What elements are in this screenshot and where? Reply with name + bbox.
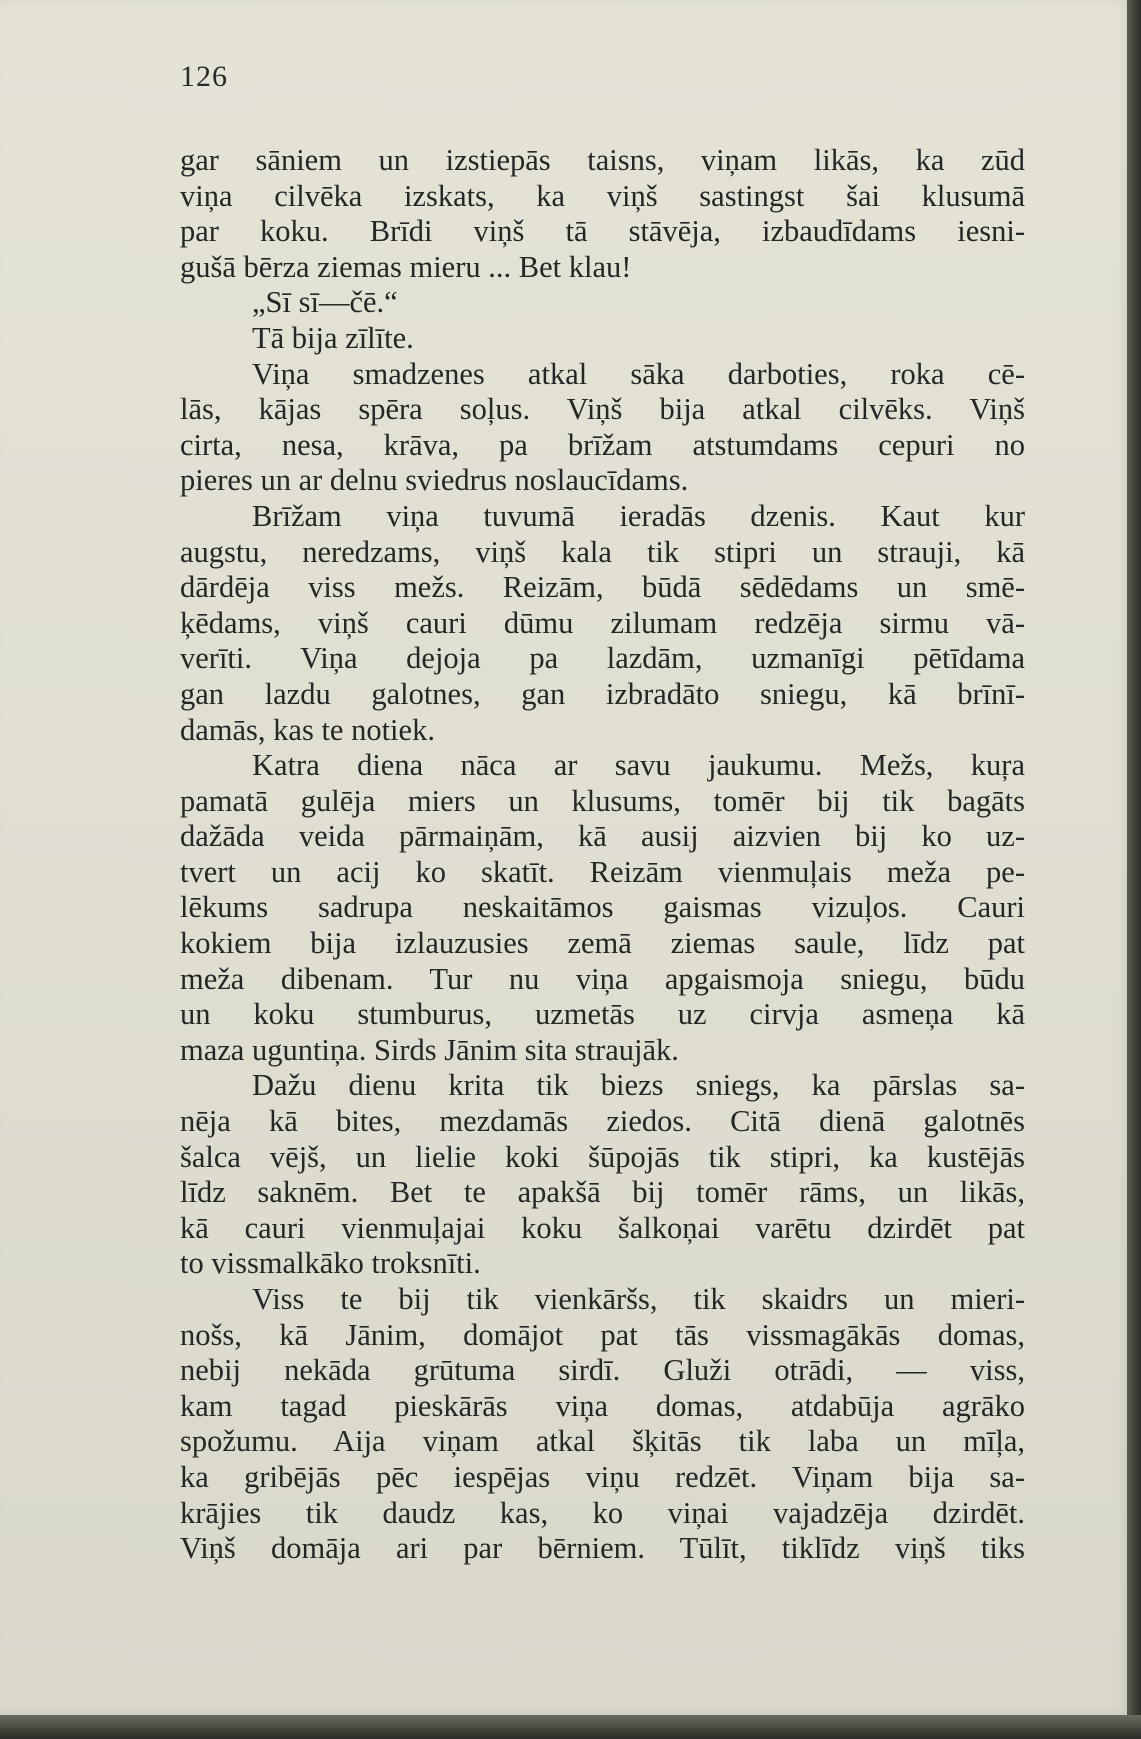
text-line: „Sī sī—čē.“ — [252, 285, 398, 320]
text-line: pamatā gulēja miers un klusums, tomēr bij tik bagāts — [180, 783, 1025, 818]
text-line: verīti. Viņa dejoja pa lazdām, uzmanīgi pētīdama — [180, 641, 1025, 676]
body-text — [180, 143, 1025, 1567]
page-bottom-edge — [0, 1715, 1141, 1739]
text-line: nēja kā bites, mezdamās ziedos. Citā dienā galotnēs — [180, 1104, 1025, 1139]
text-line: pieres un ar delnu sviedrus noslaucīdams. — [180, 463, 689, 498]
text-line: šalca vējš, un lielie koki šūpojās tik stipri, ka kustējās — [180, 1139, 1025, 1174]
text-line: to vissmalkāko troksnīti. — [180, 1246, 481, 1281]
text-line: krājies tik daudz kas, ko viņai vajadzēja dzirdēt. — [180, 1495, 1025, 1530]
text-line: kam tagad pieskārās viņa domas, atdabūja agrāko — [180, 1388, 1025, 1423]
text-line: gan lazdu galotnes, gan izbradāto sniegu, kā brīnī- — [180, 676, 1025, 711]
text-line: Viņa smadzenes atkal sāka darboties, roka cē- — [252, 356, 1025, 391]
text-line: lēkums sadrupa neskaitāmos gaismas vizuļos. Cauri — [180, 890, 1025, 925]
text-line: gušā bērza ziemas mieru ... Bet klau! — [180, 249, 632, 284]
text-line: cirta, nesa, krāva, pa brīžam atstumdams cepuri no — [180, 427, 1025, 462]
text-line: Viss te bij tik vienkāršs, tik skaidrs un mieri- — [252, 1282, 1025, 1316]
text-line: kokiem bija izlauzusies zemā ziemas saule, līdz pat — [180, 926, 1025, 961]
text-line: nošs, kā Jānim, domājot pat tās vissmagākās domas, — [180, 1317, 1025, 1352]
text-line: kā cauri vienmuļajai koku šalkoņai varētu dzirdēt pat — [180, 1210, 1025, 1245]
text-line: viņa cilvēka izskats, ka viņš sastingst šai klusumā — [180, 178, 1025, 213]
text-line: dažāda veida pārmaiņām, kā ausij aizvien bij ko uz- — [180, 819, 1025, 854]
text-line: lās, kājas spēra soļus. Viņš bija atkal cilvēks. Viņš — [180, 392, 1025, 427]
text-line: spožumu. Aija viņam atkal šķitās tik laba un mīļa, — [180, 1424, 1025, 1459]
text-line: meža dibenam. Tur nu viņa apgaismoja sniegu, būdu — [180, 961, 1025, 996]
text-line: līdz saknēm. Bet te apakšā bij tomēr rāms, un likās, — [180, 1175, 1025, 1210]
text-line: Tā bija zīlīte. — [252, 320, 414, 355]
text-line: Viņš domāja ari par bērniem. Tūlīt, tiklīdz viņš tiks — [180, 1531, 1025, 1566]
text-line: dārdēja viss mežs. Reizām, būdā sēdēdams un smē- — [180, 570, 1025, 605]
text-line: par koku. Brīdi viņš tā stāvēja, izbaudīdams iesni- — [180, 214, 1025, 249]
text-line: Dažu dienu krita tik biezs sniegs, ka pārslas sa- — [252, 1068, 1025, 1103]
text-line: maza uguntiņa. Sirds Jānim sita straujāk. — [180, 1032, 679, 1067]
text-line: ķēdams, viņš cauri dūmu zilumam redzēja sirmu vā- — [180, 605, 1025, 640]
page-number: 126 — [180, 60, 228, 93]
text-line: nebij nekāda grūtuma sirdī. Gluži otrādi, — viss, — [180, 1353, 1025, 1388]
text-line: Katra diena nāca ar savu jaukumu. Mežs, kuŗa — [252, 748, 1025, 783]
text-line: Brīžam viņa tuvumā ieradās dzenis. Kaut kur — [252, 498, 1025, 533]
text-line: tvert un acij ko skatīt. Reizām vienmuļais meža pe- — [180, 854, 1025, 889]
text-line: augstu, neredzams, viņš kala tik stipri un strauji, kā — [180, 534, 1025, 569]
text-line: damās, kas te notiek. — [180, 712, 435, 747]
page-edge-shadow — [1127, 0, 1141, 1739]
text-line: gar sāniem un izstiepās taisns, viņam likās, ka zūd — [180, 143, 1025, 177]
text-line: un koku stumburus, uzmetās uz cirvja asmeņa kā — [180, 997, 1025, 1032]
text-line: ka gribējās pēc iespējas viņu redzēt. Viņam bija sa- — [180, 1459, 1025, 1494]
